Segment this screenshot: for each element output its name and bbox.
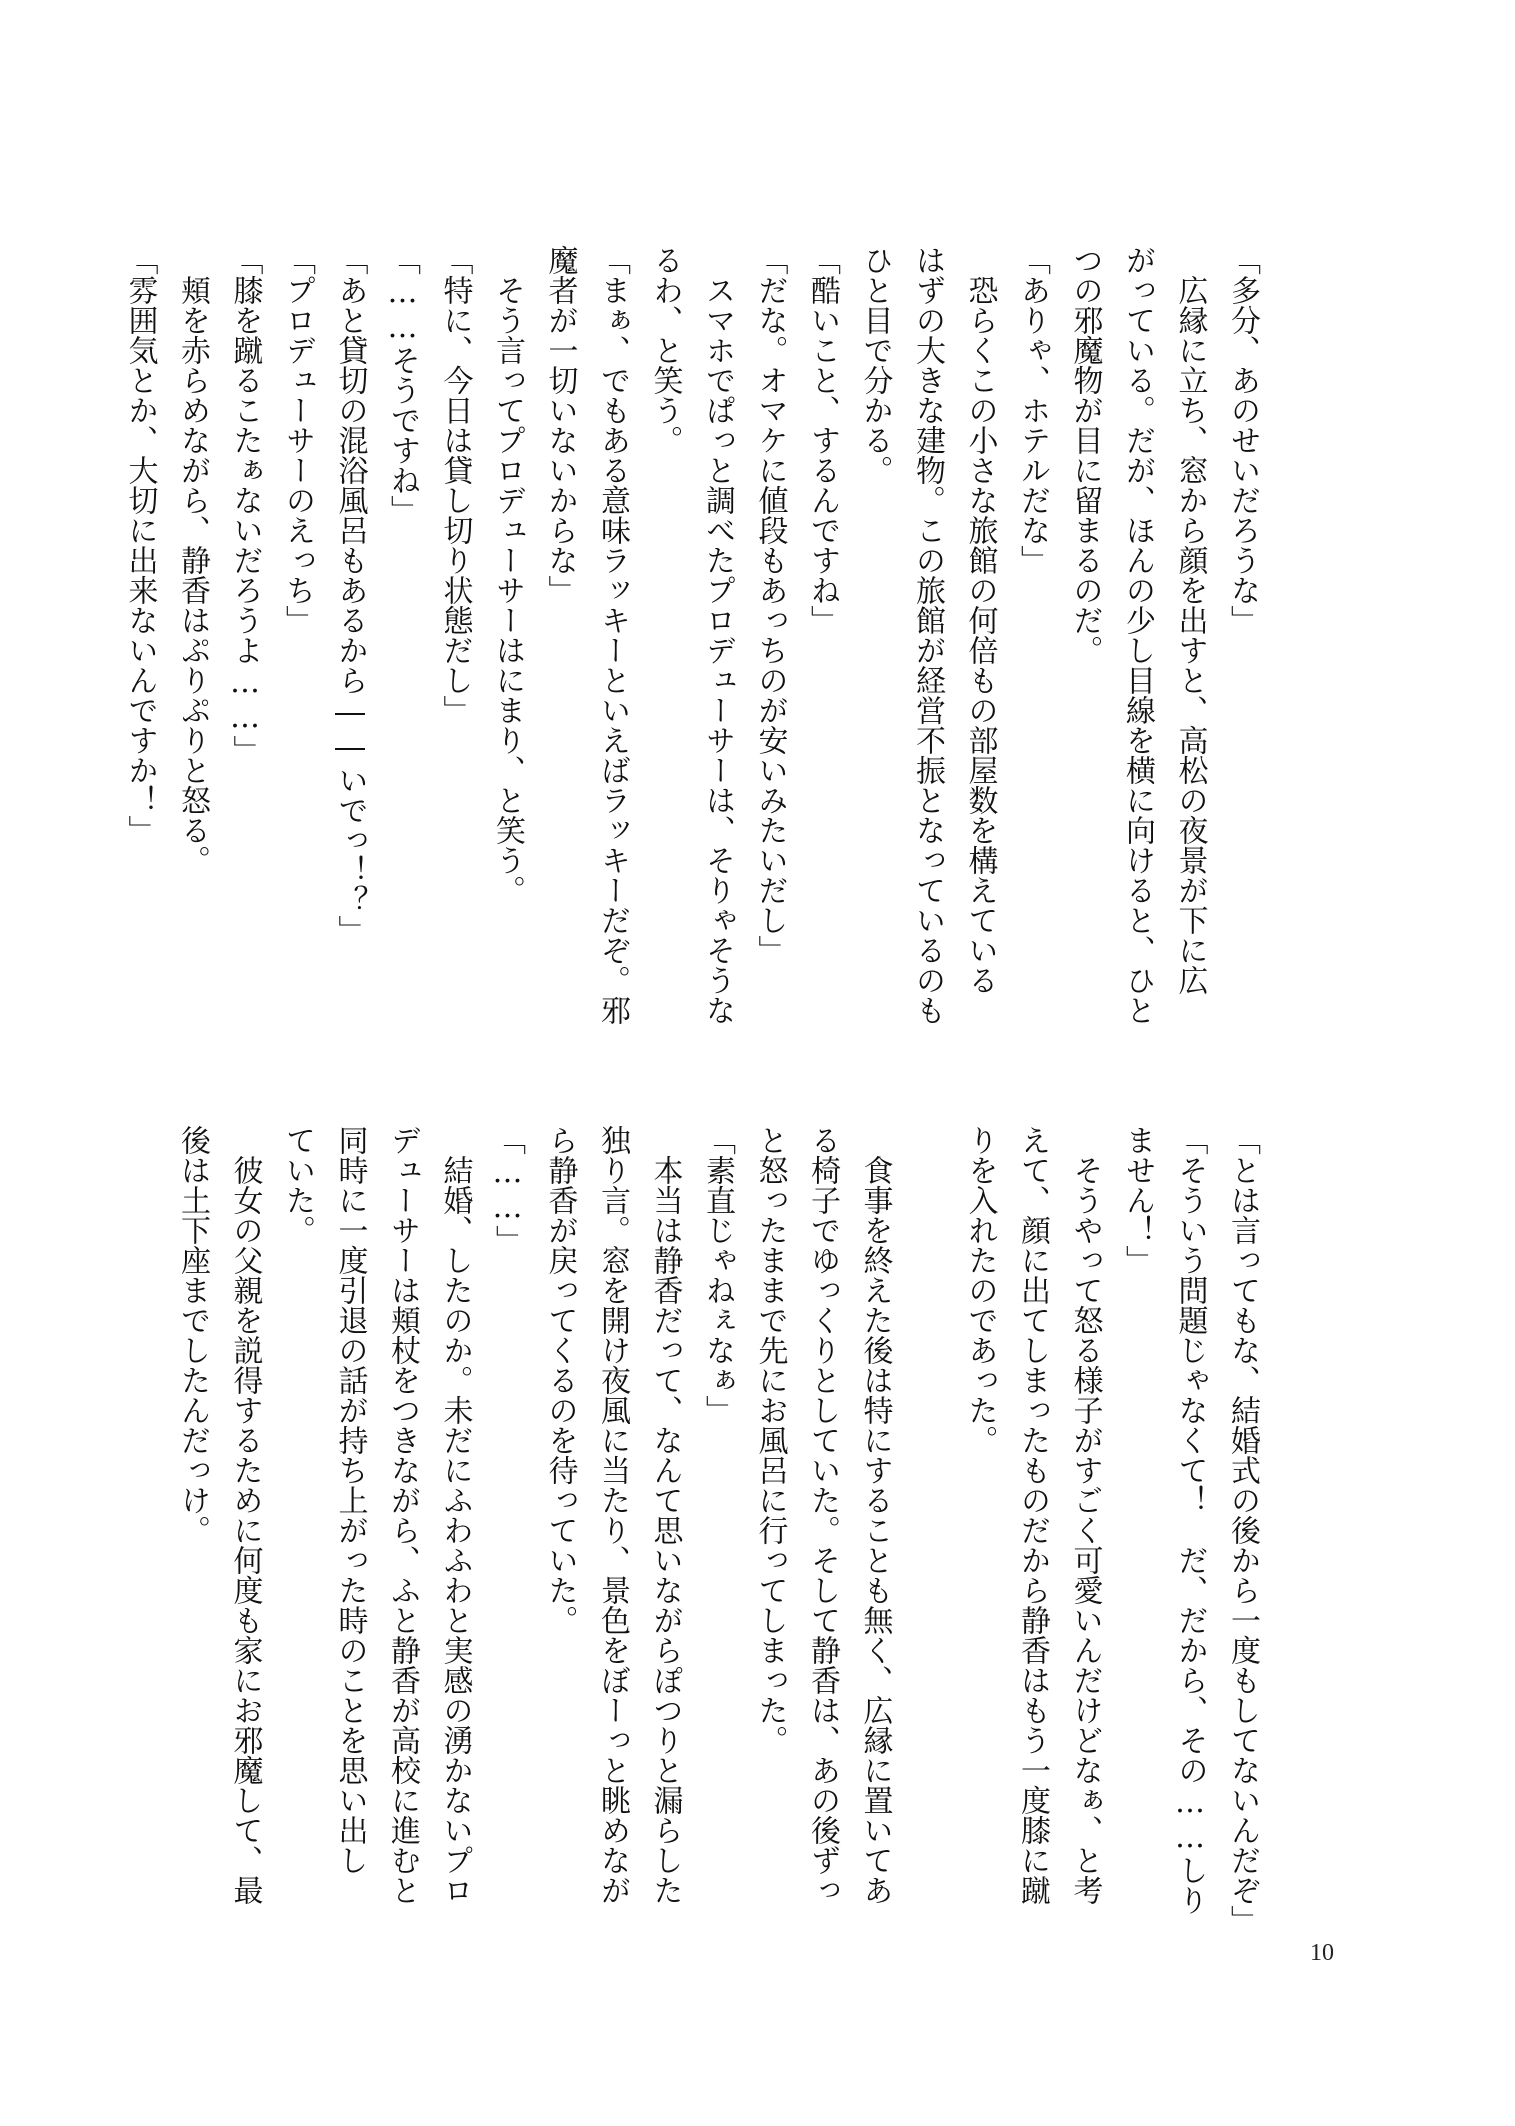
text-line: ひと目で分かる。 [857, 245, 893, 485]
text-line: る椅子でゆっくりとしていた。そして静香は、あの後ずっ [805, 1125, 840, 1905]
text-line: がっている。だが、ほんの少し目線を横に向けると、ひと [1120, 245, 1155, 1025]
text-line: 恐らくこの小さな旅館の何倍もの部屋数を構えている [962, 245, 998, 995]
text-line: りを入れたのであった。 [962, 1125, 998, 1455]
lower-text-block [166, 1125, 1269, 1985]
text-line: ら静香が戻ってくるのを待っていた。 [542, 1125, 578, 1635]
page-number: 10 [1310, 1940, 1334, 1966]
text-line: 同時に一度引退の話が持ち上がった時のことを思い出し [332, 1125, 368, 1875]
text-line: 「プロデューサーのえっち」 [280, 245, 315, 635]
text-line: 食事を終えた後は特にすることも無く、広縁に置いてあ [857, 1125, 893, 1905]
text-line: はずの大きな建物。この旅館が経営不振となっているのも [910, 245, 945, 1025]
text-line: 「あと貸切の混浴風呂もあるから――いでっ！？」 [332, 245, 368, 945]
text-line: 「……そうですね」 [385, 245, 420, 525]
text-line: 魔者が一切いないからな」 [542, 245, 578, 605]
text-line: 「素直じゃねぇなぁ」 [700, 1125, 735, 1425]
text-line: 「そういう問題じゃなくて！ だ、だから、その……しり [1172, 1125, 1208, 1915]
text-line: そう言ってプロデューサーはにまり、と笑う。 [490, 245, 525, 905]
text-line: 「だな。オマケに値段もあっちのが安いみたいだし」 [752, 245, 788, 965]
text-line: 本当は静香だって、なんて思いながらぽつりと漏らした [647, 1125, 683, 1905]
text-line: 結婚、したのか。未だにふわふわと実感の湧かないプロ [437, 1125, 473, 1905]
text-line: 「膝を蹴るこたぁないだろうよ……」 [227, 245, 263, 765]
text-line: スマホでぱっと調べたプロデューサーは、そりゃそうな [700, 245, 735, 1025]
text-line: えて、顔に出てしまったものだから静香はもう一度膝に蹴 [1015, 1125, 1050, 1905]
text-line: 「とは言ってもな、結婚式の後から一度もしてないんだぞ」 [1225, 1125, 1260, 1935]
text-line: ていた。 [280, 1125, 315, 1245]
text-line: 彼女の父親を説得するために何度も家にお邪魔して、最 [227, 1125, 263, 1905]
text-line: 後は土下座までしたんだっけ。 [175, 1125, 210, 1545]
text-line: 頬を赤らめながら、静香はぷりぷりと怒る。 [175, 245, 210, 875]
text-line: 「ありゃ、ホテルだな」 [1015, 245, 1050, 575]
text-line: デューサーは頬杖をつきながら、ふと静香が高校に進むと [385, 1125, 420, 1905]
text-line: 「雰囲気とか、大切に出来ないんですか！」 [122, 245, 158, 845]
upper-text-block [113, 245, 1268, 1105]
text-line: つの邪魔物が目に留まるのだ。 [1067, 245, 1103, 665]
blank-line [901, 1125, 954, 1985]
text-line: 広縁に立ち、窓から顔を出すと、高松の夜景が下に広 [1172, 245, 1208, 995]
text-line: 「多分、あのせいだろうな」 [1225, 245, 1260, 635]
text-line: 独り言。窓を開け夜風に当たり、景色をぼーっと眺めなが [595, 1125, 630, 1905]
text-line: ません！」 [1120, 1125, 1155, 1275]
text-line: 「特に、今日は貸し切り状態だし」 [437, 245, 473, 725]
text-line: 「まぁ、でもある意味ラッキーといえばラッキーだぞ。邪 [595, 245, 630, 1025]
text-line: そうやって怒る様子がすごく可愛いんだけどなぁ、と考 [1067, 1125, 1103, 1905]
text-line: るわ、と笑う。 [647, 245, 683, 455]
text-line: 「酷いこと、するんですね」 [805, 245, 840, 635]
text-line: 「……」 [490, 1125, 525, 1255]
text-line: と怒ったままで先にお風呂に行ってしまった。 [752, 1125, 788, 1755]
